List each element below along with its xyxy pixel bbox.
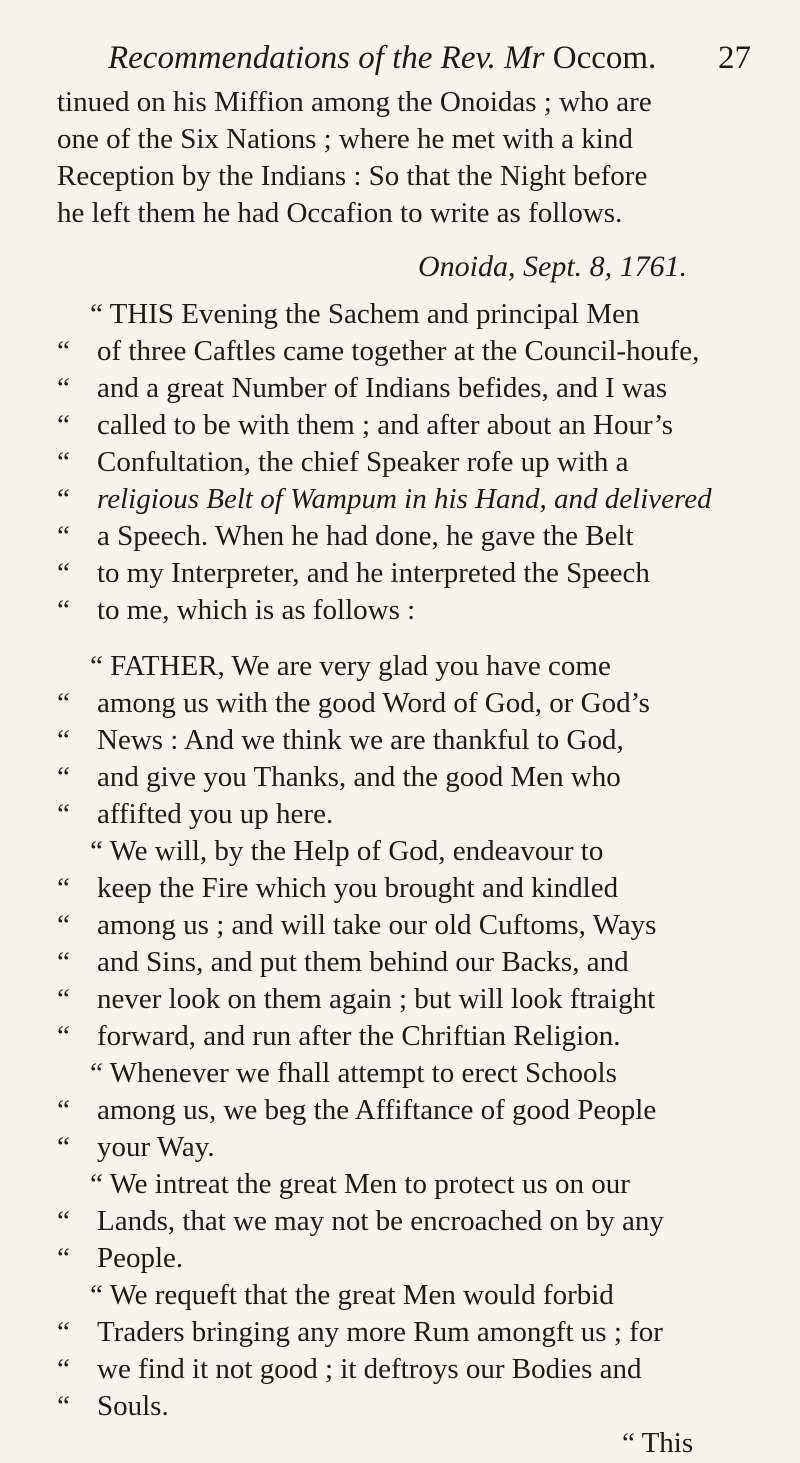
- intro-line: Reception by the Indians : So that the Night before: [57, 160, 648, 192]
- speech-line-text: Traders bringing any more Rum amongft us ; for: [97, 1316, 663, 1348]
- speech-line-text: your Way.: [97, 1131, 215, 1163]
- speech-line: “ We will, by the Help of God, endeavour to: [90, 835, 604, 867]
- quote-mark: “: [57, 946, 70, 978]
- quote-mark: “: [57, 1242, 70, 1274]
- speech-line: [57, 1201, 664, 1241]
- dateline: Onoida, Sept. 8, 1761.: [418, 250, 688, 283]
- speech-line: [57, 979, 655, 1019]
- letter-line: [57, 368, 667, 408]
- intro-line: tinued on his Miffion among the Onoidas ; who are: [57, 86, 652, 118]
- catchword: “ This: [622, 1427, 694, 1459]
- speech-line: [57, 1386, 169, 1426]
- letter-line-text: Confultation, the chief Speaker rofe up with a: [97, 446, 629, 478]
- letter-line-text: called to be with them ; and after about an Hour’s: [97, 409, 674, 441]
- speech-line: [57, 1238, 183, 1278]
- speech-line: [57, 794, 333, 834]
- intro-line: one of the Six Nations ; where he met with a kind: [57, 123, 633, 155]
- quote-mark: “: [57, 1205, 70, 1237]
- quote-mark: “: [57, 372, 70, 404]
- speech-line-text: never look on them again ; but will look ftraight: [97, 983, 656, 1015]
- quote-mark: “: [57, 1353, 70, 1385]
- letter-line: “ THIS Evening the Sachem and principal Men: [90, 298, 640, 330]
- speech-line: [57, 1016, 620, 1056]
- quote-mark: “: [57, 1131, 70, 1163]
- speech-line: [57, 1090, 656, 1130]
- speech-line: [57, 1127, 215, 1167]
- quote-mark: “: [57, 557, 70, 589]
- letter-line: [57, 479, 712, 519]
- speech-line-text: Lands, that we may not be encroached on by any: [97, 1205, 664, 1237]
- speech-line-text: affifted you up here.: [97, 798, 334, 830]
- quote-mark: “: [57, 724, 70, 756]
- speech-line-text: among us, we beg the Affiftance of good People: [97, 1094, 657, 1126]
- header-title: Recommendations of the Rev. Mr: [108, 40, 545, 76]
- speech-line-text: Souls.: [97, 1390, 169, 1422]
- speech-line: [57, 942, 629, 982]
- letter-line-text: to my Interpreter, and he interpreted the Speech: [97, 557, 650, 589]
- letter-line-text: religious Belt of Wampum in his Hand, and delivered: [97, 483, 712, 515]
- letter-line-text: a Speech. When he had done, he gave the Belt: [97, 520, 634, 552]
- quote-mark: “: [57, 1316, 70, 1348]
- speech-line: [57, 1349, 642, 1389]
- page-number: 27: [718, 40, 751, 76]
- speech-line: “ We requeft that the great Men would forbid: [90, 1279, 614, 1311]
- letter-line: [57, 590, 415, 630]
- speech-line-text: and give you Thanks, and the good Men who: [97, 761, 621, 793]
- quote-mark: “: [57, 446, 70, 478]
- speech-line: “ We intreat the great Men to protect us on our: [90, 1168, 630, 1200]
- speech-line-text: keep the Fire which you brought and kindled: [97, 872, 619, 904]
- quote-mark: “: [57, 983, 70, 1015]
- speech-line-text: and Sins, and put them behind our Backs, and: [97, 946, 629, 978]
- speech-line: [57, 720, 624, 760]
- speech-line: [57, 905, 656, 945]
- quote-mark: “: [57, 594, 70, 626]
- quote-mark: “: [57, 520, 70, 552]
- quote-mark: “: [57, 1390, 70, 1422]
- letter-line-text: of three Caftles came together at the Council-houfe,: [97, 335, 700, 367]
- speech-line-text: People.: [97, 1242, 184, 1274]
- quote-mark: “: [57, 1094, 70, 1126]
- speech-line: [57, 1312, 663, 1352]
- quote-mark: “: [57, 687, 70, 719]
- quote-mark: “: [57, 798, 70, 830]
- letter-line: [57, 553, 650, 593]
- quote-mark: “: [57, 872, 70, 904]
- speech-line: [57, 868, 618, 908]
- quote-mark: “: [57, 483, 70, 515]
- quote-mark: “: [57, 335, 70, 367]
- letter-line-text: to me, which is as follows :: [97, 594, 416, 626]
- speech-line-text: forward, and run after the Chriftian Religion.: [97, 1020, 621, 1052]
- quote-mark: “: [57, 1020, 70, 1052]
- header-name: Occom.: [552, 40, 657, 76]
- speech-line-text: News : And we think we are thankful to God,: [97, 724, 624, 756]
- speech-line-text: among us with the good Word of God, or God’s: [97, 687, 650, 719]
- speech-line-text: among us ; and will take our old Cuftoms, Ways: [97, 909, 657, 941]
- letter-line-text: and a great Number of Indians befides, and I was: [97, 372, 668, 404]
- quote-mark: “: [57, 761, 70, 793]
- letter-line: [57, 442, 629, 482]
- letter-line: [57, 516, 634, 556]
- speech-line: [57, 683, 650, 723]
- running-header: [108, 36, 788, 80]
- speech-line: [57, 757, 621, 797]
- speech-line-text: we find it not good ; it deftroys our Bodies and: [97, 1353, 642, 1385]
- letter-line: [57, 331, 699, 371]
- intro-line: he left them he had Occafion to write as follows.: [57, 197, 623, 229]
- speech-line: “ Whenever we fhall attempt to erect Schools: [90, 1057, 617, 1089]
- letter-line: [57, 405, 673, 445]
- speech-line: “ FATHER, We are very glad you have come: [90, 650, 611, 682]
- quote-mark: “: [57, 909, 70, 941]
- quote-mark: “: [57, 409, 70, 441]
